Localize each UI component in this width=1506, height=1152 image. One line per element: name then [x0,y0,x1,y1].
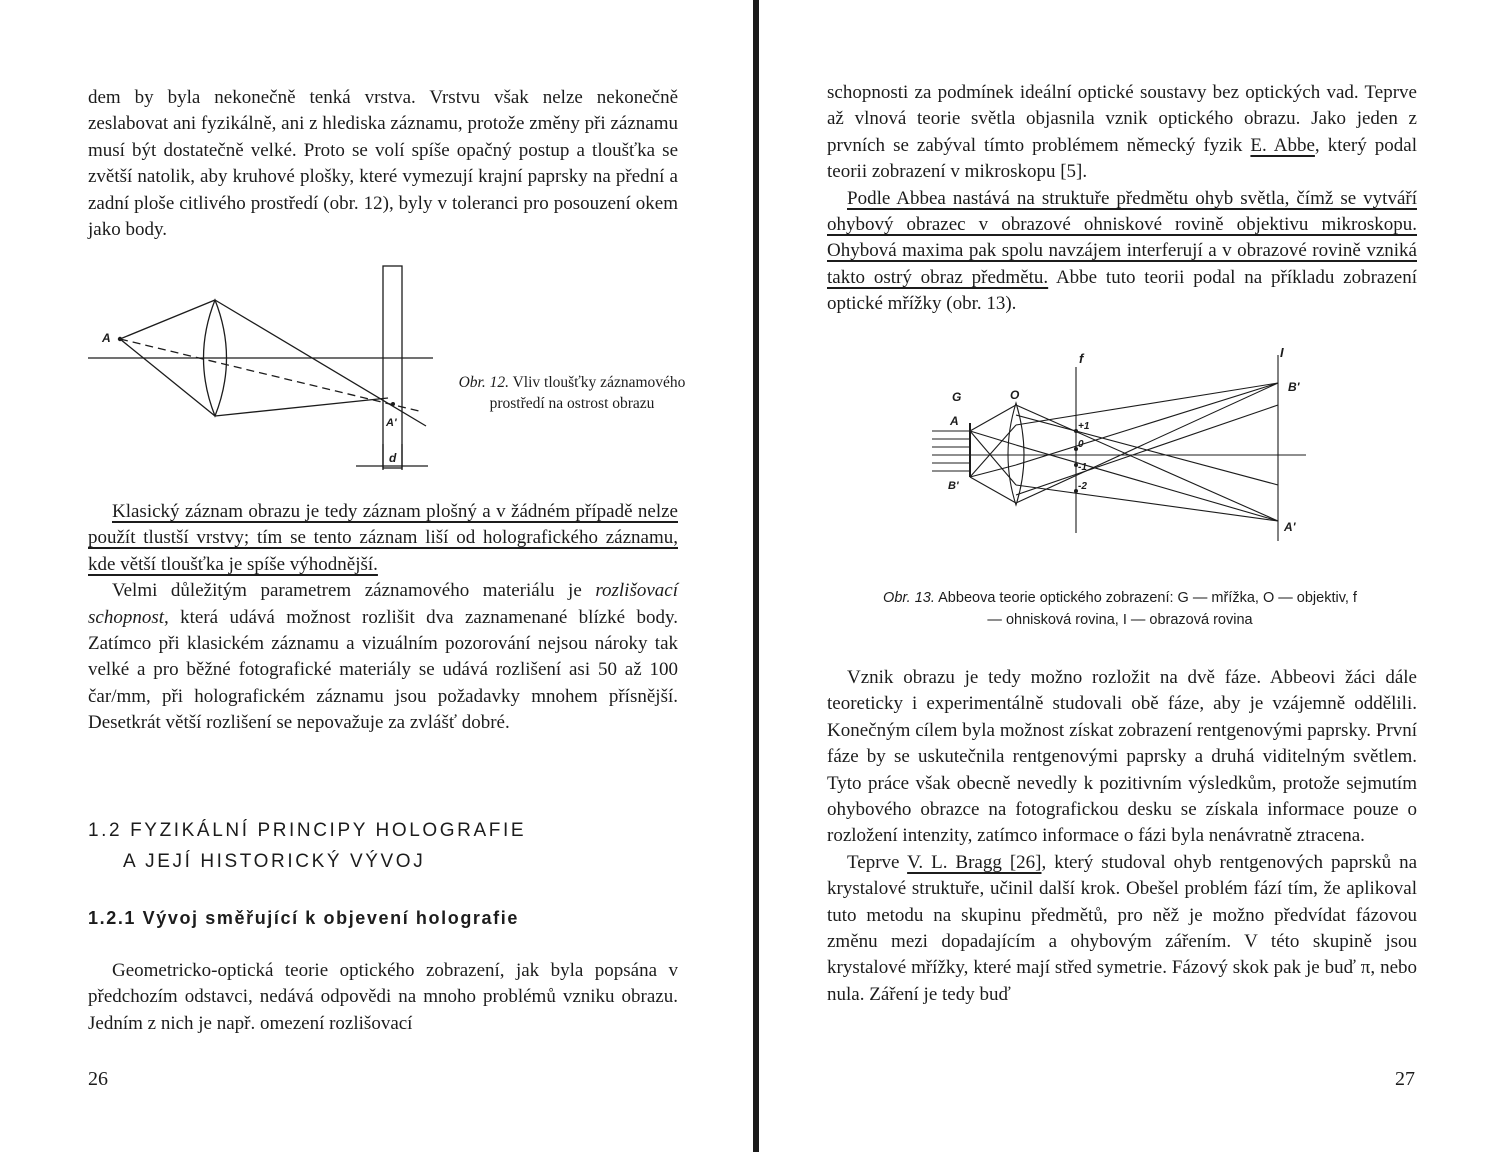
ray-bottom-in [120,339,215,416]
recording-layer [383,266,402,468]
fig13-label-G: G [952,390,962,404]
right-p4-start: Teprve [847,851,908,873]
book-spine [749,0,765,1152]
left-paragraph-1 [88,85,678,243]
left-p1-text: dem by byla nekonečně tenká vrstva. Vrstvu však nelze nekonečně zeslabovat ani fyzikálně, ani z hlediska záznamu, protože změny při záznamu musí být dostatečně velké. Proto se volí spíše opačný postup a tloušťka se zvětší natolik, aby kruhové plošky, které vymezují krajní paprsky na přední a zadní ploše citlivého prostředí (obr. 12), byly v toleranci pro posouzení okem jako body. [88,87,678,241]
fig13-caption-text: Abbeova teorie optického zobrazení: G — mřížka, O — objektiv, f — ohnisková rovina, I — obrazová rovina [938,590,1357,628]
right-p1-start: schopnosti za podmínek ideální optické soustavy bez optických vad. Teprve až vlnová teorie světla objasnila vznik optického obrazu. Jako jeden z prvních se zabýval tímto problémem německý fyzik [827,82,1417,156]
page-number-right: 27 [1395,1068,1415,1090]
right-paragraph-1 [827,80,1417,318]
right-p1-end: , který podal teorii zobrazení v mikroskopu [5]. [827,134,1417,183]
figure-13-caption [880,587,1360,631]
fig13-label-B-prime: B' [948,480,959,492]
fig13-order-minus1: -1 [1078,462,1087,473]
figure-12-diagram [88,262,438,472]
fig13-order-0: 0 [1078,439,1084,450]
fig13-label-I: I [1280,345,1284,360]
ray-top-in [120,300,215,339]
fig13-order-plus1: +1 [1078,421,1090,432]
fig12-caption-prefix: Obr. 12. [458,374,509,391]
fig12-label-A: A [102,331,111,345]
fig12-caption-text: Vliv tloušťky záznamového prostředí na ostrost obrazu [489,374,686,412]
right-p2-underlined: Podle Abbea nastává na struktuře předmětu ohyb světla, čímž se vytváří ohybový obrazec v obrazové ohniskové rovině objektivu mikroskopu. Ohybová maxima pak spolu navzájem interferují a v obrazové rovině vzniká takto ostrý obraz předmětu. [827,187,1417,288]
left-p3-start: Velmi důležitým parametrem záznamového materiálu je [112,580,596,602]
figure-13-diagram [930,345,1330,555]
heading-line-1: 1.2 FYZIKÁLNÍ PRINCIPY HOLOGRAFIE [88,820,527,841]
page-number-left: 26 [88,1068,108,1090]
section-heading [88,815,526,877]
left-p3-end: , která udává možnost rozlišit dva zaznamenané blízké body. Zatímco při klasickém záznamu a vizuálním pozorování nejsou nároky tak velké a pro běžné fotografické materiály se udává rozlišení asi 50 až 100 čar/mm, při holografickém záznamu jsou požadavky mnohem přísnější. Desetkrát větší rozlišení se nepovažuje za zvlášť dobré. [88,606,678,734]
right-page [765,0,1506,1152]
fig13-label-A: A [950,414,959,428]
right-p3-text: Vznik obrazu je tedy možno rozložit na dvě fáze. Abbeovi žáci dále teoreticky i experimentálně studovali obě fáze, aby je vzájemně oddělili. Konečným cílem byla možnost získat zobrazení rentgenovými paprsky. První fáze by se uskutečnila rentgenovými paprsky a druhá viditelným světlem. Tyto práce však obecně nevedly k pozitivním výsledkům, protože sejmutím ohybového obrazce na fotografickou desku se získala informace pouze o rozložení intenzity, zatímco informace o fázi byla nenávratně ztracena. [827,667,1417,847]
left-paragraph-2 [88,499,678,737]
right-p4-ref: V. L. Bragg [26] [907,851,1042,873]
fig13-label-B-prime-top: B' [1288,380,1300,394]
subsection-heading: 1.2.1 Vývoj směřující k objevení holografie [88,908,519,928]
left-page [0,0,750,1152]
fig13-caption-prefix: Obr. 13. [883,590,935,606]
left-p2-underlined: Klasický záznam obrazu je tedy záznam plošný a v žádném případě nelze použít tlustší vrstvy; tím se tento záznam liší od holografického záznamu, kde větší tloušťka je spíše výhodnější. [88,501,678,575]
left-p3-italic: rozlišovací schopnost [88,580,678,628]
heading-line-2: A JEJÍ HISTORICKÝ VÝVOJ [123,851,426,872]
right-p1-ref: E. Abbe [1250,134,1315,156]
left-p4-text: Geometricko-optická teorie optického zobrazení, jak byla popsána v předchozím odstavci, nedává odpovědi na mnoho problémů vzniku obrazu. Jedním z nich je např. omezení rozlišovací [88,960,678,1034]
ray-bottom-out [215,398,388,416]
right-p4-end: , který studoval ohyb rentgenových paprsků na krystalové struktuře, učinil další krok. Obešel problém fází tím, že aplikoval tuto metodu na skupinu předmětů, pro něž je možno předvídat fázovou změnu mezi dopadajícím a ohybovým zářením. V této skupině jsou krystalové mřížky, které mají střed symetrie. Fázový skok pak je buď π, nebo nula. Záření je tedy buď [827,851,1417,1005]
right-paragraph-3 [827,665,1417,1008]
left-paragraph-4 [88,958,678,1037]
fig13-label-O: O [1010,388,1020,402]
ray-top-out [215,300,426,426]
fig13-order-minus2: -2 [1078,481,1087,492]
fig13-label-A-prime: A' [1284,520,1296,534]
fig12-label-d: d [389,451,397,465]
fig13-label-f: f [1079,351,1084,366]
figure-12-caption [452,372,692,414]
fig12-label-A-prime: A' [386,417,397,429]
right-p2-end: Abbe tuto teorii podal na příkladu zobrazení optické mřížky (obr. 13). [827,266,1418,315]
fig13-lens [1008,403,1024,505]
